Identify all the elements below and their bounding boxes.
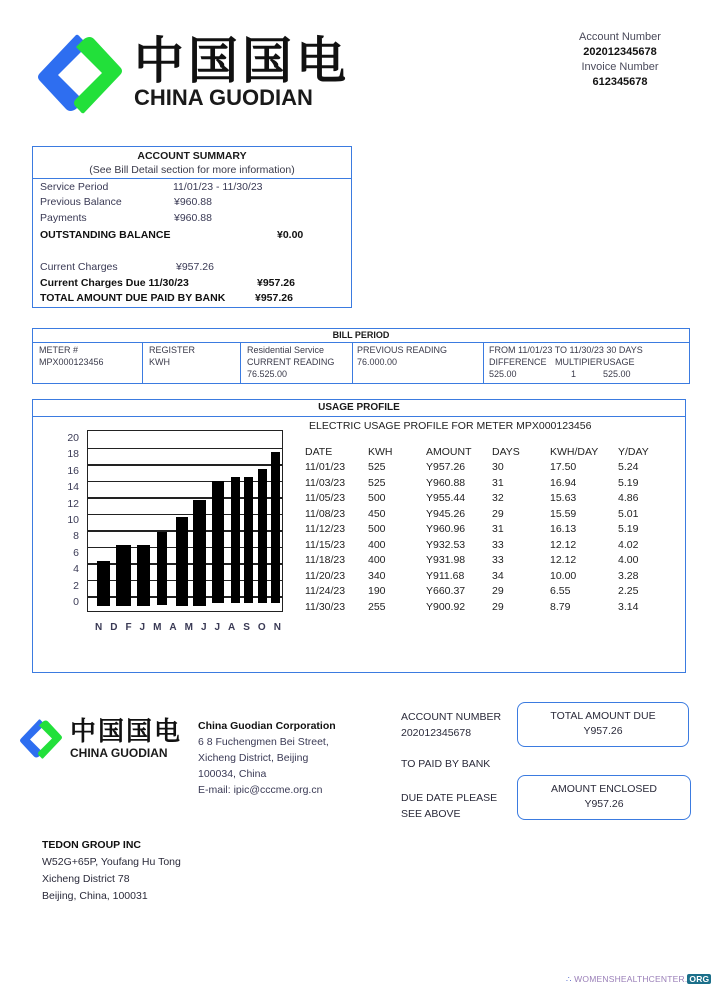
table-cell: Y900.92	[426, 600, 466, 613]
table-row	[305, 475, 668, 491]
current-charges-due: ¥957.26	[257, 277, 295, 289]
chart-bar	[258, 469, 267, 603]
column-header: Y/DAY	[618, 445, 649, 458]
x-tick-label: A	[228, 622, 236, 633]
total-amount-due-label: TOTAL AMOUNT DUE	[550, 710, 656, 722]
logo-chinese-name: 中国国电	[134, 32, 350, 90]
difference-label: DIFFERENCE	[489, 357, 547, 367]
table-cell: 11/24/23	[305, 585, 346, 598]
meter-cell	[33, 343, 143, 383]
account-summary-subtitle: (See Bill Detail section for more information)	[89, 164, 295, 176]
table-cell: 12.12	[550, 538, 577, 551]
chart-bar	[193, 500, 206, 606]
table-cell: 33	[492, 554, 504, 567]
total-due-label: TOTAL AMOUNT DUE PAID BY BANK	[40, 292, 226, 304]
table-cell: Y960.96	[426, 523, 466, 536]
paid-by-bank: TO PAID BY BANK	[401, 758, 491, 770]
customer-name: TEDON GROUP INC	[42, 839, 141, 851]
account-number: 202012345678	[583, 46, 657, 58]
y-tick-label: 10	[67, 513, 79, 526]
outstanding-balance: ¥0.00	[277, 229, 304, 241]
total-amount-due-box	[517, 702, 689, 747]
account-summary-title: ACCOUNT SUMMARY	[137, 150, 247, 162]
x-tick-label: J	[200, 622, 207, 633]
payments: ¥960.88	[174, 212, 212, 224]
payments-label: Payments	[40, 212, 87, 224]
company-name: China Guodian Corporation	[198, 720, 336, 732]
customer-address	[42, 837, 181, 905]
invoice-number: 612345678	[592, 76, 648, 88]
usage-profile	[32, 399, 686, 673]
table-cell: 190	[368, 585, 386, 598]
register-value: KWH	[149, 357, 170, 367]
table-cell: 29	[492, 585, 504, 598]
account-summary	[32, 146, 352, 308]
y-tick-label: 20	[67, 432, 79, 444]
table-cell: 17.50	[550, 461, 577, 474]
table-cell: Y911.68	[426, 569, 465, 582]
usage-profile-subtitle: ELECTRIC USAGE PROFILE FOR METER MPX000123456	[309, 420, 592, 432]
table-cell: Y957.26	[426, 461, 466, 474]
watermark-org: ORG	[689, 974, 710, 984]
table-cell: Y931.98	[426, 554, 466, 567]
table-cell: 11/05/23	[305, 492, 346, 505]
table-cell: 32	[492, 492, 504, 505]
table-row	[305, 506, 668, 522]
table-cell: 525	[368, 476, 386, 489]
company-address	[198, 718, 336, 798]
service-period: 11/01/23 - 11/30/23	[173, 181, 263, 193]
footer-logo-chinese: 中国国电	[70, 717, 183, 747]
table-cell: Y660.37	[426, 585, 466, 598]
table-cell: 31	[492, 523, 504, 536]
chart-bar	[231, 477, 240, 603]
watermark-dots-icon: ∴	[566, 974, 575, 984]
table-cell: 30	[492, 461, 504, 474]
company-email: E-mail: ipic@cccme.org.cn	[198, 784, 323, 796]
period-text: FROM 11/01/23 TO 11/30/23 30 DAYS	[489, 345, 643, 355]
table-cell: 5.19	[618, 476, 639, 489]
column-header: DATE	[305, 445, 333, 458]
multiplier-label: MULTIPIER	[555, 357, 603, 367]
table-cell: 3.28	[618, 569, 639, 582]
due-date-line2: SEE ABOVE	[401, 808, 461, 820]
x-tick-label: A	[169, 622, 177, 633]
table-cell: 11/08/23	[305, 507, 346, 520]
amount-enclosed-label: AMOUNT ENCLOSED	[551, 783, 657, 795]
table-row	[305, 584, 668, 600]
y-tick-label: 6	[73, 546, 79, 559]
table-cell: 16.94	[550, 476, 577, 489]
register-cell	[143, 343, 241, 383]
account-number-label: Account Number	[579, 31, 661, 43]
table-row	[305, 537, 668, 553]
x-tick-label: O	[257, 622, 266, 633]
account-summary-header	[33, 147, 351, 179]
gridline	[88, 464, 282, 466]
chart-bar	[157, 532, 167, 605]
account-header	[560, 30, 680, 90]
table-cell: 11/18/23	[305, 554, 346, 567]
current-reading: 76.525.00	[247, 369, 288, 379]
current-charges-label: Current Charges	[40, 261, 118, 273]
y-tick-label: 16	[67, 464, 79, 477]
table-cell: 11/12/23	[305, 523, 346, 536]
table-cell: 33	[492, 538, 504, 551]
y-tick-label: 12	[67, 497, 79, 510]
y-tick-label: 8	[73, 530, 79, 543]
table-cell: 11/15/23	[305, 538, 346, 551]
table-cell: 11/03/23	[305, 476, 346, 489]
table-cell: 31	[492, 476, 504, 489]
previous-reading: 76.000.00	[357, 357, 398, 367]
table-cell: 29	[492, 600, 504, 613]
current-reading-label: CURRENT READING	[247, 357, 335, 367]
x-tick-label: J	[214, 622, 221, 633]
service-type: Residential Service	[247, 345, 325, 355]
table-cell: Y945.26	[426, 507, 466, 520]
table-cell: 4.00	[618, 554, 639, 567]
table-cell: 525	[368, 461, 386, 474]
x-tick-label: S	[243, 622, 250, 633]
usage-value: 525.00	[603, 369, 631, 379]
service-period-label: Service Period	[40, 181, 109, 193]
table-row	[305, 553, 668, 569]
table-cell: 16.13	[550, 523, 577, 536]
column-header: DAYS	[492, 445, 520, 458]
chart-bar	[176, 517, 188, 607]
gridline	[88, 448, 282, 450]
table-cell: 500	[368, 492, 386, 505]
table-cell: 2.25	[618, 585, 639, 598]
amount-enclosed-box	[517, 775, 691, 820]
bill-period-table	[32, 328, 690, 384]
table-cell: Y960.88	[426, 476, 466, 489]
table-cell: 11/20/23	[305, 569, 346, 582]
table-cell: Y955.44	[426, 492, 466, 505]
table-row	[305, 568, 668, 584]
table-cell: 6.55	[550, 585, 571, 598]
table-cell: 15.63	[550, 492, 577, 505]
usage-profile-title: USAGE PROFILE	[33, 400, 685, 417]
chart-bar	[116, 545, 131, 606]
x-tick-label: M	[184, 622, 193, 633]
company-address-line1: 6 8 Fuchengmen Bei Street,	[198, 736, 329, 748]
table-cell: Y932.53	[426, 538, 466, 551]
table-cell: 29	[492, 507, 504, 520]
usage-label: USAGE	[603, 357, 635, 367]
period-usage-cell	[484, 343, 689, 383]
multiplier-value: 1	[571, 369, 577, 379]
meter-number: MPX000123456	[39, 357, 104, 367]
y-tick-label: 2	[73, 579, 79, 592]
china-guodian-logo-small-icon	[19, 718, 63, 760]
chart-bar	[212, 481, 224, 603]
customer-address-line2: Xicheng District 78	[42, 873, 130, 885]
footer-logo-english: CHINA GUODIAN	[70, 746, 168, 760]
column-header: KWH/DAY	[550, 445, 599, 458]
invoice-number-label: Invoice Number	[581, 61, 659, 73]
chart-y-axis	[59, 430, 79, 610]
table-cell: 10.00	[550, 569, 577, 582]
table-cell: 400	[368, 554, 386, 567]
x-tick-label: J	[139, 622, 146, 633]
difference-value: 525.00	[489, 369, 517, 379]
previous-balance: ¥960.88	[174, 196, 212, 208]
watermark-text: WOMENSHEALTHCENTER.	[574, 974, 688, 984]
table-cell: 340	[368, 569, 386, 582]
table-cell: 34	[492, 569, 504, 582]
previous-reading-label: PREVIOUS READING	[357, 345, 448, 355]
table-row	[305, 460, 668, 476]
table-cell: 450	[368, 507, 386, 520]
remit-account-number: 202012345678	[401, 727, 472, 739]
table-cell: 15.59	[550, 507, 577, 520]
table-cell: 500	[368, 523, 386, 536]
x-tick-label: D	[110, 622, 118, 633]
remit-account-label: ACCOUNT NUMBER	[401, 711, 502, 723]
previous-balance-label: Previous Balance	[40, 196, 122, 208]
previous-reading-cell	[353, 343, 484, 383]
x-tick-label: M	[153, 622, 162, 633]
column-header: KWH	[368, 445, 393, 458]
table-row	[305, 599, 668, 615]
watermark	[566, 974, 711, 985]
amount-enclosed-value: Y957.26	[584, 798, 624, 810]
company-address-line2: Xicheng District, Beijing	[198, 752, 309, 764]
remit-account	[401, 709, 501, 741]
table-row	[305, 522, 668, 538]
y-tick-label: 18	[67, 448, 79, 461]
china-guodian-logo-icon	[36, 33, 124, 115]
chart-x-axis	[95, 622, 281, 633]
y-tick-label: 4	[73, 563, 79, 576]
y-tick-label: 14	[67, 481, 79, 494]
x-tick-label: N	[95, 622, 103, 633]
table-cell: 4.02	[618, 538, 639, 551]
x-tick-label: N	[273, 622, 281, 633]
x-tick-label: F	[125, 622, 132, 633]
current-reading-cell	[241, 343, 353, 383]
chart-bar	[137, 545, 150, 606]
meter-label: METER #	[39, 345, 79, 355]
due-date-note	[401, 790, 497, 822]
customer-address-line1: W52G+65P, Youfang Hu Tong	[42, 856, 181, 868]
due-date-line1: DUE DATE PLEASE	[401, 792, 498, 804]
customer-address-line3: Beijing, China, 100031	[42, 890, 148, 902]
column-header: AMOUNT	[426, 445, 472, 458]
register-label: REGISTER	[149, 345, 196, 355]
total-amount-due-value: Y957.26	[583, 725, 623, 737]
company-address-line3: 100034, China	[198, 768, 267, 780]
chart-bar	[244, 477, 253, 603]
table-cell: 4.86	[618, 492, 639, 505]
table-cell: 12.12	[550, 554, 577, 567]
table-cell: 11/01/23	[305, 461, 346, 474]
logo-english-name: CHINA GUODIAN	[134, 85, 313, 110]
total-due: ¥957.26	[255, 292, 293, 304]
outstanding-balance-label: OUTSTANDING BALANCE	[40, 229, 171, 241]
table-cell: 3.14	[618, 600, 639, 613]
table-cell: 5.19	[618, 523, 639, 536]
chart-plot-area	[87, 430, 283, 612]
table-cell: 5.24	[618, 461, 639, 474]
current-charges: ¥957.26	[176, 261, 214, 273]
chart-bar	[97, 561, 110, 606]
table-cell: 255	[368, 600, 386, 613]
usage-profile-table	[305, 444, 668, 615]
table-cell: 5.01	[618, 507, 639, 520]
table-cell: 11/30/23	[305, 600, 346, 613]
table-cell: 8.79	[550, 600, 571, 613]
y-tick-label: 0	[73, 595, 79, 608]
current-charges-due-label: Current Charges Due 11/30/23	[40, 277, 189, 289]
chart-bar	[271, 452, 280, 603]
table-row	[305, 491, 668, 507]
bill-period-title: BILL PERIOD	[33, 329, 689, 343]
table-cell: 400	[368, 538, 386, 551]
